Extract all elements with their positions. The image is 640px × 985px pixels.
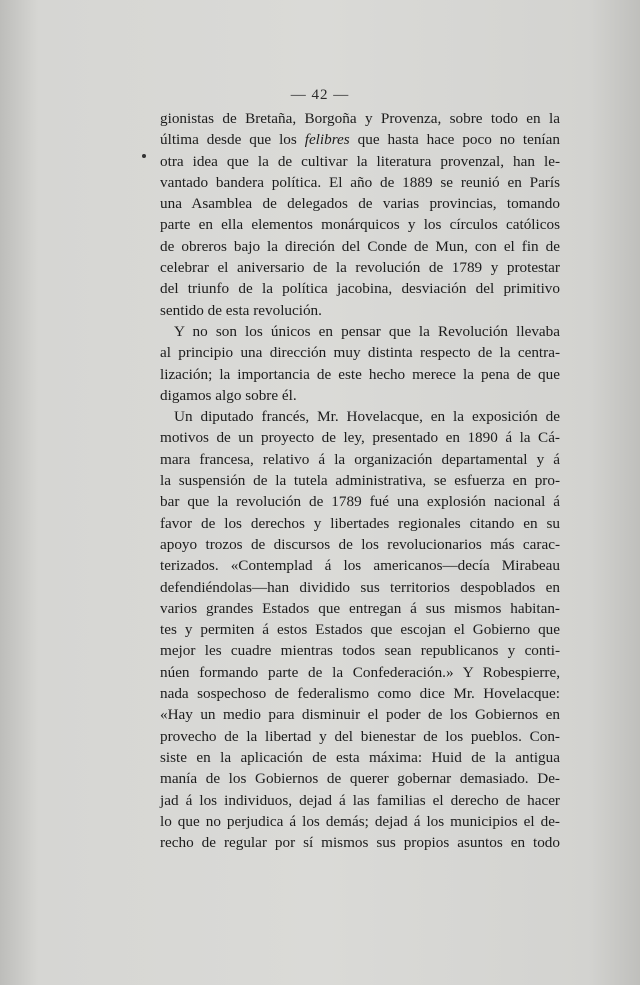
text-line: mejor les cuadre mientras todos sean republicanos y conti-	[160, 642, 560, 660]
text-line: mara francesa, relativo á la organización departamental y á	[160, 450, 560, 468]
text-line: celebrar el aniversario de la revolución de 1789 y protestar	[160, 259, 560, 277]
text-line: del triunfo de la política jacobina, desviación del primitivo	[160, 280, 560, 298]
text-line: de obreros bajo la direción del Conde de Mun, con el fin de	[160, 237, 560, 255]
text-line: al principio una dirección muy distinta respecto de la centra-	[160, 344, 560, 362]
text-line: varios grandes Estados que entregan á sus mismos habitan-	[160, 599, 560, 617]
margin-mark	[142, 154, 146, 158]
page-number: — 42 —	[290, 87, 350, 103]
text-line: bar que la revolución de 1789 fué una explosión nacional á	[160, 493, 560, 511]
text-line: nada sospechoso de federalismo como dice Mr. Hovelacque:	[160, 685, 560, 703]
text-line: vantado bandera política. El año de 1889 se reunió en París	[160, 173, 560, 191]
italic-word: felibres	[304, 131, 350, 149]
text-line: Un diputado francés, Mr. Hovelacque, en la exposición de	[174, 408, 560, 426]
text-line: defendiéndolas—han dividido sus territorios despoblados en	[160, 578, 560, 596]
text-line: Y no son los únicos en pensar que la Revolución llevaba	[174, 322, 560, 340]
text-line: lo que no perjudica á los demás; dejad á los municipios el de-	[160, 812, 560, 830]
text-line: favor de los derechos y libertades regionales citando en su	[160, 514, 560, 532]
text-line: parte en ella elementos monárquicos y los círculos católicos	[160, 216, 560, 234]
text-line: otra idea que la de cultivar la literatura provenzal, han le-	[160, 152, 560, 170]
text-line: apoyo trozos de discursos de los revolucionarios más carac-	[160, 535, 560, 553]
text-line: gionistas de Bretaña, Borgoña y Provenza, sobre todo en la	[160, 110, 560, 127]
text-line: lización; la importancia de este hecho merece la pena de que	[160, 365, 560, 383]
text-line: recho de regular por sí mismos sus propios asuntos en todo	[160, 834, 560, 852]
text-line: una Asamblea de delegados de varias provincias, tomando	[160, 195, 560, 213]
text-line: la suspensión de la tutela administrativa, se esfuerza en pro-	[160, 472, 560, 490]
text-line: «Hay un medio para disminuir el poder de los Gobiernos en	[160, 706, 560, 724]
text-line: sentido de esta revolución.	[160, 301, 322, 319]
text-line: provecho de la libertad y del bienestar de los pueblos. Con-	[160, 727, 560, 745]
text-line: manía de los Gobiernos de querer gobernar demasiado. De-	[160, 770, 560, 788]
text-line: jad á los individuos, dejad á las familias el derecho de hacer	[160, 791, 560, 809]
text-line: siste en la aplicación de esta máxima: Huid de la antigua	[160, 748, 560, 766]
body-text	[160, 108, 560, 853]
text-line: tes y permiten á estos Estados que escojan el Gobierno que	[160, 621, 560, 639]
text-line: motivos de un proyecto de ley, presentado en 1890 á la Cá-	[160, 429, 560, 447]
text-line: núen formando parte de la Confederación.» Y Robespierre,	[160, 663, 560, 681]
text-line: terizados. «Contemplad á los americanos—decía Mirabeau	[160, 557, 560, 575]
text-line: última desde que los felibres que hasta hace poco no tenían	[160, 131, 560, 149]
text-line: digamos algo sobre él.	[160, 386, 297, 404]
